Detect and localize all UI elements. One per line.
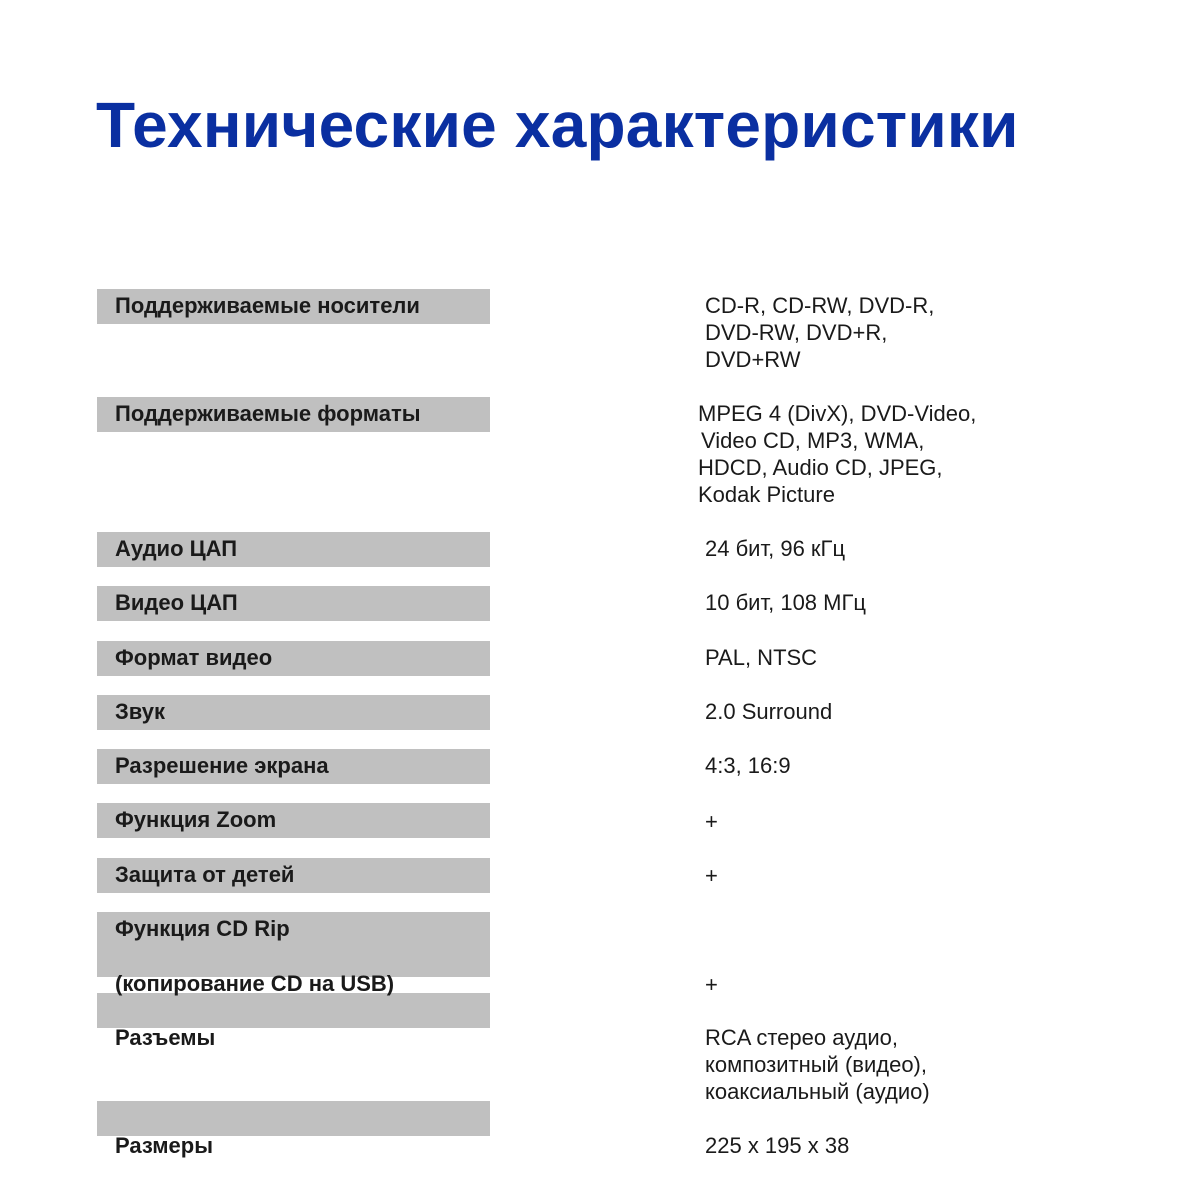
- spec-label: Размеры: [115, 1133, 214, 1158]
- spec-value-line: +: [705, 863, 718, 888]
- spec-value-line: композитный (видео),: [705, 1052, 927, 1077]
- spec-value-child-lock: [705, 862, 718, 889]
- spec-value-cd-rip: [705, 971, 718, 998]
- spec-label: Поддерживаемые форматы: [115, 401, 421, 426]
- spec-value-line: PAL, NTSC: [705, 645, 818, 670]
- spec-label: Поддерживаемые носители: [115, 293, 420, 318]
- spec-label-continued: (копирование CD на USB): [115, 971, 395, 996]
- spec-value-line: +: [705, 809, 718, 834]
- spec-label: Видео ЦАП: [115, 590, 238, 615]
- spec-value-line: CD-R, CD-RW, DVD-R,: [705, 293, 935, 318]
- spec-value-line: коаксиальный (аудио): [705, 1079, 930, 1104]
- spec-value-line: DVD-RW, DVD+R,: [705, 320, 888, 345]
- spec-value-line: DVD+RW: [705, 347, 801, 372]
- spec-value-video-dac: [705, 589, 866, 616]
- spec-bar-connectors: [97, 993, 490, 1028]
- spec-value-line: +: [705, 972, 718, 997]
- spec-label: Звук: [115, 699, 166, 724]
- spec-value-line: MPEG 4 (DivX), DVD-Video,: [698, 401, 977, 426]
- spec-value-sound: [705, 698, 832, 725]
- spec-value-media: [705, 292, 934, 373]
- spec-value-line: Kodak Picture: [698, 482, 835, 507]
- spec-value-audio-dac: [705, 535, 845, 562]
- spec-value-line: 2.0 Surround: [705, 699, 833, 724]
- spec-label: Защита от детей: [115, 862, 295, 887]
- spec-value-line: 10 бит, 108 МГц: [705, 590, 866, 615]
- spec-label: Формат видео: [115, 645, 273, 670]
- page-title: Технические характеристики: [96, 89, 1019, 161]
- spec-value-line: 225 x 195 x 38: [705, 1133, 850, 1158]
- spec-value-zoom: [705, 808, 718, 835]
- spec-value-line: 4:3, 16:9: [705, 753, 791, 778]
- spec-value-dimensions: [705, 1132, 849, 1159]
- spec-label: Аудио ЦАП: [115, 536, 238, 561]
- spec-value-aspect: [705, 752, 791, 779]
- spec-value-line: Video CD, MP3, WMA,: [701, 428, 925, 453]
- spec-value-line: HDCD, Audio CD, JPEG,: [698, 455, 943, 480]
- spec-label: Функция Zoom: [115, 807, 277, 832]
- spec-value-line: 24 бит, 96 кГц: [705, 536, 846, 561]
- spec-value-video-format: [705, 644, 817, 671]
- spec-label: Функция CD Rip: [115, 916, 290, 941]
- spec-label: Разъемы: [115, 1025, 216, 1050]
- spec-bar-dimensions: [97, 1101, 490, 1136]
- spec-value-formats: [698, 400, 976, 508]
- spec-value-connectors: [705, 1024, 930, 1105]
- spec-label: Разрешение экрана: [115, 753, 329, 778]
- spec-value-line: RCA стерео аудио,: [705, 1025, 898, 1050]
